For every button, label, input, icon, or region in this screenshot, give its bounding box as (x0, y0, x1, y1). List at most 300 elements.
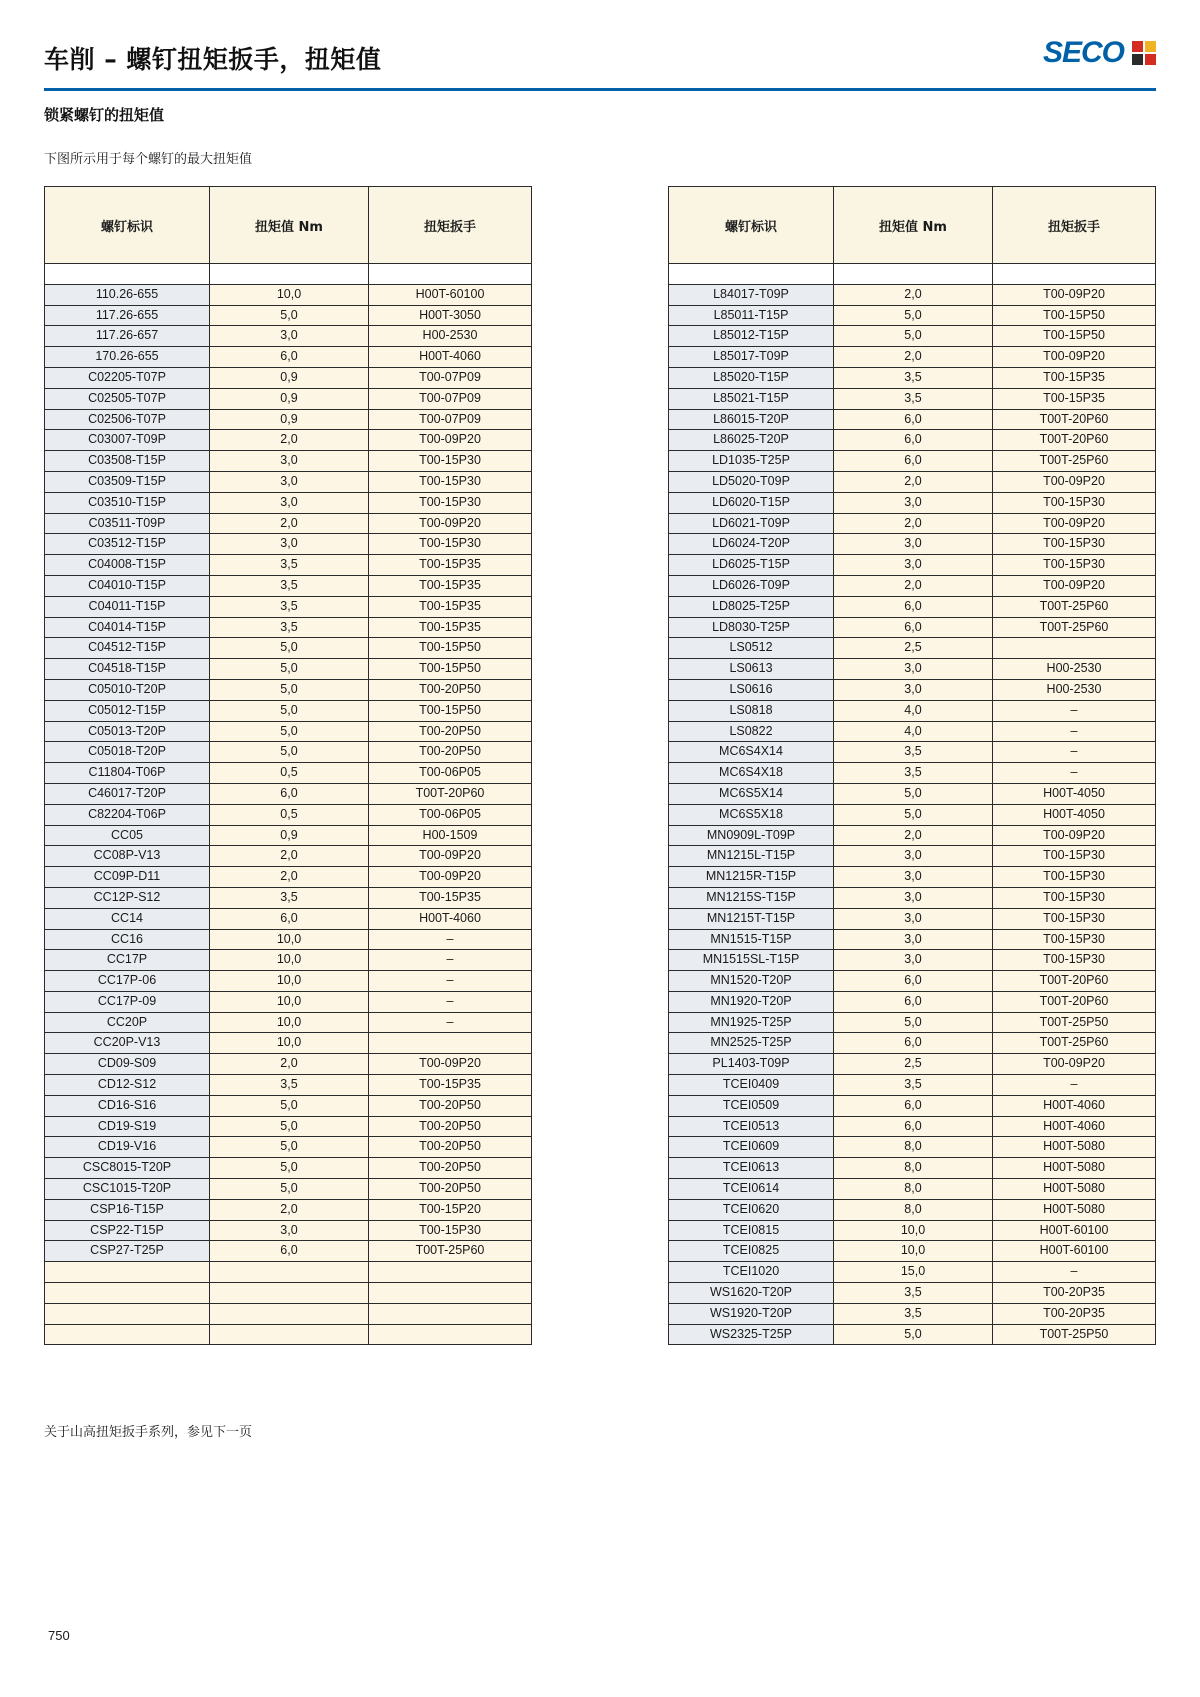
cell-torque-wrench: T00T-20P60 (993, 409, 1156, 430)
table-row (669, 742, 1156, 763)
table-row (45, 534, 532, 555)
cell-screw-id: L85021-T15P (669, 388, 834, 409)
cell-torque-wrench: T00-15P30 (369, 534, 532, 555)
table-row (45, 659, 532, 680)
cell-screw-id: MC6S5X14 (669, 783, 834, 804)
cell-torque-value: 0,5 (210, 763, 369, 784)
cell-torque-wrench: H00T-4050 (993, 783, 1156, 804)
cell-torque-value: 10,0 (210, 991, 369, 1012)
table-row (669, 513, 1156, 534)
cell-torque-value: 6,0 (834, 430, 993, 451)
cell-screw-id: MN1215R-T15P (669, 867, 834, 888)
cell-screw-id: TCEI0614 (669, 1179, 834, 1200)
cell-screw-id: C04518-T15P (45, 659, 210, 680)
cell-screw-id: C04010-T15P (45, 575, 210, 596)
table-row (45, 1199, 532, 1220)
cell-screw-id: CC20P-V13 (45, 1033, 210, 1054)
table-row (669, 1033, 1156, 1054)
header-divider (44, 88, 1156, 91)
cell-torque-value: 3,0 (834, 846, 993, 867)
cell-torque-wrench: T00-15P30 (993, 887, 1156, 908)
cell-torque-value: 6,0 (834, 617, 993, 638)
table-row (669, 1075, 1156, 1096)
logo-square-red (1132, 41, 1143, 52)
cell-torque-value: 2,0 (834, 347, 993, 368)
cell-torque-value: 3,0 (834, 492, 993, 513)
cell-torque-value: 5,0 (210, 1116, 369, 1137)
cell-torque-value: 3,5 (834, 1075, 993, 1096)
table-row (669, 1095, 1156, 1116)
table-row (45, 1241, 532, 1262)
table-row (669, 659, 1156, 680)
table-row (45, 971, 532, 992)
cell-screw-id: TCEI0815 (669, 1220, 834, 1241)
cell-torque-value: 6,0 (834, 596, 993, 617)
cell-torque-value: 3,0 (210, 326, 369, 347)
cell-torque-wrench: T00-06P05 (369, 763, 532, 784)
cell-torque-wrench: H00T-4060 (993, 1116, 1156, 1137)
cell-torque-wrench: T00-15P35 (369, 555, 532, 576)
cell-torque-wrench: T00-15P20 (369, 1199, 532, 1220)
seco-logo (1043, 36, 1156, 70)
cell-screw-id: TCEI0513 (669, 1116, 834, 1137)
cell-screw-id: TCEI0620 (669, 1199, 834, 1220)
cell-screw-id: CC12P-S12 (45, 887, 210, 908)
cell-torque-wrench: – (369, 950, 532, 971)
footnote-text: 关于山高扭矩扳手系列，参见下一页 (44, 1425, 253, 1440)
cell-torque-value: 2,0 (210, 430, 369, 451)
table-row (669, 430, 1156, 451)
cell-torque-wrench: T00T-25P60 (993, 617, 1156, 638)
cell-torque-value: 6,0 (834, 1116, 993, 1137)
cell-torque-value: 0,9 (210, 825, 369, 846)
cell-torque-wrench: T00-09P20 (993, 347, 1156, 368)
cell-torque-wrench: H00T-4060 (369, 347, 532, 368)
logo-square-yellow (1145, 41, 1156, 52)
cell-screw-id: MC6S4X14 (669, 742, 834, 763)
cell-torque-wrench: T00-15P30 (993, 846, 1156, 867)
cell-screw-id: LD6020-T15P (669, 492, 834, 513)
table-row (45, 742, 532, 763)
table-row (669, 409, 1156, 430)
table-row (45, 1179, 532, 1200)
table-row (669, 596, 1156, 617)
cell-torque-value: 6,0 (210, 783, 369, 804)
cell-torque-value: 3,5 (834, 388, 993, 409)
cell-screw-id: LS0613 (669, 659, 834, 680)
cell-torque-value: 3,0 (834, 534, 993, 555)
cell-screw-id: L85020-T15P (669, 367, 834, 388)
cell-torque-wrench: T00-09P20 (369, 1054, 532, 1075)
cell-screw-id: L85012-T15P (669, 326, 834, 347)
cell-torque-wrench: T00-20P35 (993, 1303, 1156, 1324)
table-row (45, 804, 532, 825)
cell-torque-value: 3,0 (834, 929, 993, 950)
cell-torque-wrench: T00-09P20 (369, 846, 532, 867)
cell-torque-value: 5,0 (210, 305, 369, 326)
cell-torque-value: 8,0 (834, 1199, 993, 1220)
cell-screw-id: LD6025-T15P (669, 555, 834, 576)
page-title: 车削 – 螺钉扭矩扳手，扭矩值 (44, 45, 382, 74)
cell-screw-id: MN1520-T20P (669, 971, 834, 992)
cell-torque-value: 2,0 (210, 1054, 369, 1075)
cell-screw-id (45, 1283, 210, 1304)
cell-screw-id: TCEI0409 (669, 1075, 834, 1096)
table-row (45, 950, 532, 971)
cell-screw-id: CC05 (45, 825, 210, 846)
cell-torque-wrench: T00-07P09 (369, 409, 532, 430)
cell-torque-wrench (369, 1262, 532, 1283)
table-row (669, 284, 1156, 305)
cell-torque-wrench (369, 1324, 532, 1345)
cell-screw-id: LD6024-T20P (669, 534, 834, 555)
cell-torque-value: 3,5 (210, 575, 369, 596)
cell-screw-id: WS1920-T20P (669, 1303, 834, 1324)
cell-torque-value: 3,5 (834, 1283, 993, 1304)
spacer-cell (834, 264, 993, 285)
cell-torque-value: 6,0 (834, 991, 993, 1012)
table-row (45, 617, 532, 638)
section-subtitle: 锁紧螺钉的扭矩值 (44, 106, 165, 124)
cell-torque-value: 0,9 (210, 367, 369, 388)
table-row (669, 763, 1156, 784)
cell-screw-id: LD6021-T09P (669, 513, 834, 534)
page-number: 750 (48, 1628, 70, 1643)
cell-torque-wrench: H00-2530 (993, 659, 1156, 680)
cell-screw-id: CD16-S16 (45, 1095, 210, 1116)
table-row (45, 991, 532, 1012)
cell-torque-value: 5,0 (210, 1137, 369, 1158)
cell-torque-wrench: T00-15P35 (369, 887, 532, 908)
cell-torque-wrench: T00-15P30 (993, 492, 1156, 513)
cell-torque-wrench: T00T-25P60 (369, 1241, 532, 1262)
cell-torque-value: 2,0 (834, 284, 993, 305)
cell-torque-value: 3,5 (834, 763, 993, 784)
table-row (45, 1033, 532, 1054)
table-row (45, 575, 532, 596)
cell-screw-id: LD8025-T25P (669, 596, 834, 617)
cell-torque-value: 5,0 (210, 742, 369, 763)
table-row (45, 513, 532, 534)
cell-screw-id: C03511-T09P (45, 513, 210, 534)
cell-torque-value: 3,5 (834, 367, 993, 388)
cell-torque-wrench: T00T-20P60 (993, 430, 1156, 451)
table-row (669, 617, 1156, 638)
table-row (45, 492, 532, 513)
cell-torque-wrench: H00T-5080 (993, 1179, 1156, 1200)
cell-torque-value: 3,0 (834, 908, 993, 929)
cell-screw-id: MN1215T-T15P (669, 908, 834, 929)
table-row (45, 451, 532, 472)
cell-screw-id: MN2525-T25P (669, 1033, 834, 1054)
table-row (669, 471, 1156, 492)
table-row (45, 867, 532, 888)
cell-torque-value: 2,0 (210, 513, 369, 534)
cell-torque-wrench: T00-20P50 (369, 1137, 532, 1158)
header-screw-id: 螺钉标识 (669, 187, 834, 264)
cell-torque-wrench: T00-09P20 (369, 867, 532, 888)
table-row (669, 451, 1156, 472)
cell-torque-wrench: H00T-5080 (993, 1137, 1156, 1158)
cell-torque-wrench: – (993, 763, 1156, 784)
table-row (45, 555, 532, 576)
table-row (45, 763, 532, 784)
cell-torque-wrench: H00T-60100 (993, 1220, 1156, 1241)
table-row (45, 326, 532, 347)
cell-torque-value: 5,0 (834, 326, 993, 347)
cell-screw-id (45, 1303, 210, 1324)
cell-torque-wrench: T00-15P30 (993, 908, 1156, 929)
table-row (669, 1220, 1156, 1241)
cell-screw-id: C05013-T20P (45, 721, 210, 742)
cell-torque-wrench: – (993, 742, 1156, 763)
cell-torque-wrench: H00T-3050 (369, 305, 532, 326)
cell-screw-id: C04011-T15P (45, 596, 210, 617)
cell-screw-id: C02205-T07P (45, 367, 210, 388)
table-row (669, 1324, 1156, 1345)
cell-screw-id (45, 1262, 210, 1283)
header-torque-value: 扭矩值 Nm (210, 187, 369, 264)
cell-torque-value: 10,0 (210, 950, 369, 971)
cell-torque-value: 5,0 (210, 638, 369, 659)
cell-torque-value: 3,0 (834, 887, 993, 908)
table-row (45, 409, 532, 430)
cell-torque-value: 3,0 (834, 867, 993, 888)
cell-torque-value: 8,0 (834, 1179, 993, 1200)
torque-table-left (44, 186, 532, 1345)
cell-screw-id: MN1925-T25P (669, 1012, 834, 1033)
cell-torque-wrench: – (993, 721, 1156, 742)
cell-screw-id: CSP22-T15P (45, 1220, 210, 1241)
cell-screw-id: MN1515-T15P (669, 929, 834, 950)
table-row (669, 367, 1156, 388)
table-row (45, 1116, 532, 1137)
cell-screw-id: MC6S4X18 (669, 763, 834, 784)
cell-torque-value: 3,5 (834, 742, 993, 763)
table-header-row (669, 187, 1156, 264)
cell-screw-id: CC20P (45, 1012, 210, 1033)
cell-screw-id: 117.26-657 (45, 326, 210, 347)
cell-torque-value: 2,0 (834, 825, 993, 846)
torque-table-right (668, 186, 1156, 1345)
cell-torque-wrench (993, 638, 1156, 659)
table-header-row (45, 187, 532, 264)
table-row (669, 825, 1156, 846)
cell-screw-id: TCEI0825 (669, 1241, 834, 1262)
table-row (45, 700, 532, 721)
cell-torque-wrench: T00-07P09 (369, 388, 532, 409)
table-row (45, 1262, 532, 1283)
cell-screw-id: LD8030-T25P (669, 617, 834, 638)
cell-screw-id: CC17P (45, 950, 210, 971)
cell-torque-wrench: T00T-25P50 (993, 1012, 1156, 1033)
table-row (669, 534, 1156, 555)
cell-screw-id: L86025-T20P (669, 430, 834, 451)
cell-screw-id: LD1035-T25P (669, 451, 834, 472)
cell-torque-value: 5,0 (210, 659, 369, 680)
cell-torque-value: 6,0 (834, 451, 993, 472)
cell-torque-wrench: T00-15P50 (369, 659, 532, 680)
cell-screw-id: 117.26-655 (45, 305, 210, 326)
page-header (44, 36, 1156, 86)
cell-screw-id: CSP27-T25P (45, 1241, 210, 1262)
table-row (669, 887, 1156, 908)
table-row (669, 347, 1156, 368)
cell-torque-wrench: T00-20P35 (993, 1283, 1156, 1304)
cell-torque-value: 3,5 (210, 617, 369, 638)
cell-torque-value: 3,0 (834, 659, 993, 680)
table-row (669, 388, 1156, 409)
cell-torque-value: 2,0 (834, 513, 993, 534)
cell-torque-wrench: T00-09P20 (993, 471, 1156, 492)
cell-screw-id: PL1403-T09P (669, 1054, 834, 1075)
table-row (45, 783, 532, 804)
table-row (45, 305, 532, 326)
cell-screw-id: L85017-T09P (669, 347, 834, 368)
table-row (669, 991, 1156, 1012)
cell-torque-value: 10,0 (210, 284, 369, 305)
cell-torque-wrench: T00-15P30 (369, 451, 532, 472)
table-row (45, 929, 532, 950)
header-torque-value: 扭矩值 Nm (834, 187, 993, 264)
cell-torque-wrench: T00-07P09 (369, 367, 532, 388)
cell-screw-id: CD19-S19 (45, 1116, 210, 1137)
cell-torque-wrench: – (993, 700, 1156, 721)
cell-torque-wrench: T00-20P50 (369, 721, 532, 742)
cell-torque-value: 0,9 (210, 388, 369, 409)
cell-torque-wrench: H00T-4060 (993, 1095, 1156, 1116)
cell-torque-value: 5,0 (210, 1158, 369, 1179)
table-row (669, 679, 1156, 700)
table-row (669, 1283, 1156, 1304)
cell-torque-value: 2,5 (834, 1054, 993, 1075)
cell-screw-id: CC17P-06 (45, 971, 210, 992)
header-torque-wrench: 扭矩扳手 (369, 187, 532, 264)
cell-torque-value: 4,0 (834, 700, 993, 721)
cell-torque-wrench: T00-20P50 (369, 1095, 532, 1116)
cell-torque-value: 4,0 (834, 721, 993, 742)
cell-torque-wrench: – (993, 1262, 1156, 1283)
cell-screw-id: MN1215L-T15P (669, 846, 834, 867)
table-row (669, 804, 1156, 825)
torque-tables-container (44, 186, 1156, 1345)
cell-screw-id: CD12-S12 (45, 1075, 210, 1096)
cell-torque-wrench: – (369, 991, 532, 1012)
cell-torque-wrench: H00-2530 (369, 326, 532, 347)
cell-screw-id: C82204-T06P (45, 804, 210, 825)
cell-torque-wrench: T00T-20P60 (369, 783, 532, 804)
cell-torque-wrench: H00T-5080 (993, 1158, 1156, 1179)
table-row (669, 1199, 1156, 1220)
table-row (45, 1303, 532, 1324)
cell-torque-value: 2,0 (210, 1199, 369, 1220)
section-intro-text: 下图所示用于每个螺钉的最大扭矩值 (44, 152, 253, 167)
cell-screw-id: CC17P-09 (45, 991, 210, 1012)
table-row (45, 846, 532, 867)
cell-torque-wrench: T00-09P20 (369, 430, 532, 451)
cell-torque-wrench: T00-15P50 (369, 638, 532, 659)
cell-torque-wrench: T00T-25P50 (993, 1324, 1156, 1345)
cell-torque-wrench: T00-09P20 (993, 825, 1156, 846)
cell-torque-value: 3,0 (210, 471, 369, 492)
table-row (45, 1054, 532, 1075)
cell-screw-id: 170.26-655 (45, 347, 210, 368)
cell-torque-wrench: H00T-4060 (369, 908, 532, 929)
cell-torque-value: 10,0 (834, 1220, 993, 1241)
cell-torque-wrench: T00-09P20 (993, 1054, 1156, 1075)
cell-torque-wrench: T00-15P30 (993, 867, 1156, 888)
cell-torque-value: 2,0 (834, 575, 993, 596)
table-row (669, 846, 1156, 867)
cell-screw-id: WS2325-T25P (669, 1324, 834, 1345)
cell-torque-wrench: T00T-20P60 (993, 991, 1156, 1012)
spacer-cell (45, 264, 210, 285)
cell-torque-value: 0,9 (210, 409, 369, 430)
cell-torque-value: 5,0 (210, 1095, 369, 1116)
cell-torque-value: 2,0 (834, 471, 993, 492)
cell-torque-value: 5,0 (834, 305, 993, 326)
cell-screw-id: LS0512 (669, 638, 834, 659)
table-row (45, 367, 532, 388)
table-row (669, 700, 1156, 721)
table-row (669, 638, 1156, 659)
cell-torque-wrench: T00-09P20 (993, 575, 1156, 596)
cell-torque-value: 3,0 (210, 492, 369, 513)
cell-screw-id: CC14 (45, 908, 210, 929)
cell-torque-value: 8,0 (834, 1158, 993, 1179)
table-spacer-row (45, 264, 532, 285)
table-row (45, 908, 532, 929)
table-row (45, 1283, 532, 1304)
cell-torque-wrench: T00T-25P60 (993, 451, 1156, 472)
table-row (669, 867, 1156, 888)
cell-torque-value: 3,5 (210, 555, 369, 576)
cell-torque-wrench: T00-15P30 (993, 950, 1156, 971)
cell-screw-id: C04512-T15P (45, 638, 210, 659)
cell-torque-value: 15,0 (834, 1262, 993, 1283)
cell-screw-id: C03510-T15P (45, 492, 210, 513)
table-row (45, 638, 532, 659)
cell-screw-id: C03007-T09P (45, 430, 210, 451)
table-row (669, 555, 1156, 576)
logo-squares-icon (1132, 41, 1156, 65)
cell-torque-value (210, 1283, 369, 1304)
cell-torque-value: 5,0 (834, 1012, 993, 1033)
cell-screw-id: TCEI0609 (669, 1137, 834, 1158)
logo-wordmark: SECO (1042, 36, 1124, 69)
spacer-cell (993, 264, 1156, 285)
cell-torque-value: 5,0 (210, 679, 369, 700)
table-row (45, 1095, 532, 1116)
cell-torque-wrench: – (993, 1075, 1156, 1096)
cell-torque-wrench: T00-15P35 (369, 1075, 532, 1096)
cell-torque-wrench: H00T-60100 (369, 284, 532, 305)
cell-torque-wrench: H00T-60100 (993, 1241, 1156, 1262)
table-row (45, 388, 532, 409)
table-row (669, 908, 1156, 929)
table-row (669, 1262, 1156, 1283)
table-row (669, 305, 1156, 326)
cell-screw-id: 110.26-655 (45, 284, 210, 305)
cell-torque-wrench: T00-09P20 (993, 513, 1156, 534)
cell-screw-id: LD5020-T09P (669, 471, 834, 492)
table-row (45, 471, 532, 492)
cell-torque-wrench: – (369, 971, 532, 992)
table-row (45, 284, 532, 305)
cell-screw-id: C05012-T15P (45, 700, 210, 721)
cell-torque-wrench: T00-15P30 (369, 471, 532, 492)
cell-torque-value (210, 1262, 369, 1283)
